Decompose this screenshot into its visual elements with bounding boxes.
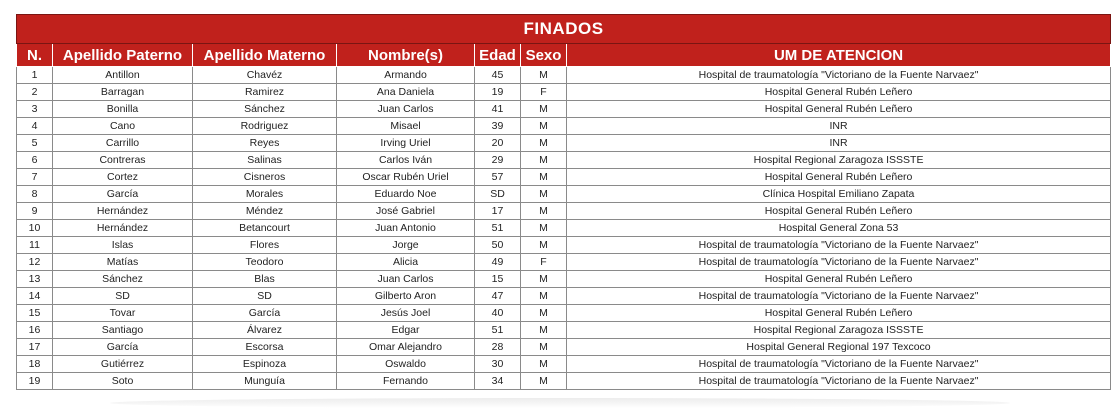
table-cell: 13 [17, 271, 53, 288]
table-row [17, 237, 1111, 254]
table-cell: Antillon [53, 67, 193, 84]
table-cell: Armando [337, 67, 475, 84]
table-cell: Méndez [193, 203, 337, 220]
table-cell: 47 [475, 288, 521, 305]
table-cell: Barragan [53, 84, 193, 101]
table-cell: Hospital Regional Zaragoza ISSSTE [567, 152, 1111, 169]
table-cell: Jorge [337, 237, 475, 254]
column-header: Sexo [521, 44, 567, 67]
table-cell: Juan Antonio [337, 220, 475, 237]
table-cell: Fernando [337, 373, 475, 390]
table-cell: Hospital General Rubén Leñero [567, 271, 1111, 288]
table-cell: Álvarez [193, 322, 337, 339]
table-cell: Clínica Hospital Emiliano Zapata [567, 186, 1111, 203]
table-cell: Hospital de traumatología "Victoriano de la Fuente Narvaez" [567, 373, 1111, 390]
table-cell: 29 [475, 152, 521, 169]
column-header-row [17, 44, 1111, 67]
table-cell: 28 [475, 339, 521, 356]
table-row [17, 118, 1111, 135]
table-cell: Soto [53, 373, 193, 390]
column-header: Nombre(s) [337, 44, 475, 67]
table-cell: 7 [17, 169, 53, 186]
table-cell: M [521, 373, 567, 390]
table-cell: Betancourt [193, 220, 337, 237]
table-cell: 9 [17, 203, 53, 220]
table-row [17, 305, 1111, 322]
table-cell: Sánchez [193, 101, 337, 118]
column-header: Apellido Paterno [53, 44, 193, 67]
table-cell: M [521, 237, 567, 254]
table-cell: Salinas [193, 152, 337, 169]
table-cell: Hospital de traumatología "Victoriano de la Fuente Narvaez" [567, 356, 1111, 373]
table-row [17, 373, 1111, 390]
table-cell: Tovar [53, 305, 193, 322]
table-cell: 51 [475, 220, 521, 237]
table-cell: 51 [475, 322, 521, 339]
table-cell: 8 [17, 186, 53, 203]
table-cell: Hospital General Rubén Leñero [567, 203, 1111, 220]
table-cell: 41 [475, 101, 521, 118]
table-cell: Cortez [53, 169, 193, 186]
table-cell: García [53, 339, 193, 356]
finados-table [16, 14, 1111, 390]
table-cell: Eduardo Noe [337, 186, 475, 203]
table-row [17, 67, 1111, 84]
table-cell: 1 [17, 67, 53, 84]
table-cell: 20 [475, 135, 521, 152]
table-cell: 4 [17, 118, 53, 135]
table-cell: M [521, 220, 567, 237]
table-cell: 19 [475, 84, 521, 101]
table-row [17, 169, 1111, 186]
table-cell: 14 [17, 288, 53, 305]
table-cell: 18 [17, 356, 53, 373]
table-cell: 30 [475, 356, 521, 373]
table-cell: Morales [193, 186, 337, 203]
table-cell: García [53, 186, 193, 203]
table-cell: SD [193, 288, 337, 305]
column-header: Apellido Materno [193, 44, 337, 67]
table-cell: 11 [17, 237, 53, 254]
table-title: FINADOS [17, 15, 1111, 44]
table-cell: M [521, 305, 567, 322]
table-cell: 19 [17, 373, 53, 390]
table-cell: 39 [475, 118, 521, 135]
table-cell: Hospital General Rubén Leñero [567, 101, 1111, 118]
table-cell: 2 [17, 84, 53, 101]
table-cell: 12 [17, 254, 53, 271]
table-cell: INR [567, 118, 1111, 135]
table-cell: 16 [17, 322, 53, 339]
table-cell: M [521, 356, 567, 373]
table-cell: Reyes [193, 135, 337, 152]
table-cell: Hospital General Rubén Leñero [567, 169, 1111, 186]
table-cell: F [521, 254, 567, 271]
table-cell: 49 [475, 254, 521, 271]
table-cell: M [521, 169, 567, 186]
table-cell: 15 [475, 271, 521, 288]
table-cell: Edgar [337, 322, 475, 339]
table-cell: 10 [17, 220, 53, 237]
table-cell: 17 [475, 203, 521, 220]
table-cell: Ana Daniela [337, 84, 475, 101]
table-cell: Hospital General Regional 197 Texcoco [567, 339, 1111, 356]
table-cell: M [521, 152, 567, 169]
table-row [17, 203, 1111, 220]
table-row [17, 339, 1111, 356]
table-cell: Hospital de traumatología "Victoriano de la Fuente Narvaez" [567, 288, 1111, 305]
table-cell: SD [53, 288, 193, 305]
table-cell: Cisneros [193, 169, 337, 186]
column-header: UM DE ATENCION [567, 44, 1111, 67]
table-cell: Omar Alejandro [337, 339, 475, 356]
table-cell: 45 [475, 67, 521, 84]
table-cell: Carrillo [53, 135, 193, 152]
table-cell: M [521, 288, 567, 305]
table-cell: M [521, 339, 567, 356]
table-cell: Oscar Rubén Uriel [337, 169, 475, 186]
table-cell: Juan Carlos [337, 271, 475, 288]
table-cell: 57 [475, 169, 521, 186]
table-cell: Hospital de traumatología "Victoriano de la Fuente Narvaez" [567, 237, 1111, 254]
table-cell: Espinoza [193, 356, 337, 373]
table-cell: 40 [475, 305, 521, 322]
table-row [17, 101, 1111, 118]
table-cell: Blas [193, 271, 337, 288]
table-cell: Hospital General Zona 53 [567, 220, 1111, 237]
table-cell: SD [475, 186, 521, 203]
table-cell: Misael [337, 118, 475, 135]
table-cell: Escorsa [193, 339, 337, 356]
table-row [17, 254, 1111, 271]
table-row [17, 271, 1111, 288]
table-cell: Contreras [53, 152, 193, 169]
table-cell: Sánchez [53, 271, 193, 288]
table-cell: Irving Uriel [337, 135, 475, 152]
table-cell: M [521, 203, 567, 220]
table-cell: Juan Carlos [337, 101, 475, 118]
column-header: Edad [475, 44, 521, 67]
finados-sheet [16, 14, 1110, 390]
table-cell: M [521, 118, 567, 135]
table-row [17, 288, 1111, 305]
table-row [17, 84, 1111, 101]
table-cell: Cano [53, 118, 193, 135]
table-cell: Alicia [337, 254, 475, 271]
table-cell: Chavéz [193, 67, 337, 84]
table-cell: Gutiérrez [53, 356, 193, 373]
table-cell: Hospital de traumatología "Victoriano de la Fuente Narvaez" [567, 67, 1111, 84]
table-cell: José Gabriel [337, 203, 475, 220]
table-cell: Oswaldo [337, 356, 475, 373]
table-cell: M [521, 322, 567, 339]
table-cell: Islas [53, 237, 193, 254]
table-cell: Munguía [193, 373, 337, 390]
table-row [17, 356, 1111, 373]
table-cell: Rodriguez [193, 118, 337, 135]
table-cell: Santiago [53, 322, 193, 339]
table-cell: 3 [17, 101, 53, 118]
table-cell: 17 [17, 339, 53, 356]
table-cell: Hospital General Rubén Leñero [567, 84, 1111, 101]
table-cell: M [521, 67, 567, 84]
table-cell: 15 [17, 305, 53, 322]
table-body [17, 67, 1111, 390]
table-row [17, 186, 1111, 203]
table-cell: Carlos Iván [337, 152, 475, 169]
table-cell: M [521, 101, 567, 118]
table-cell: 34 [475, 373, 521, 390]
table-cell: García [193, 305, 337, 322]
table-row [17, 322, 1111, 339]
table-cell: Hospital General Rubén Leñero [567, 305, 1111, 322]
page-shadow [110, 398, 1010, 408]
table-cell: Hernández [53, 203, 193, 220]
table-cell: Flores [193, 237, 337, 254]
table-cell: Ramirez [193, 84, 337, 101]
table-cell: 5 [17, 135, 53, 152]
table-row [17, 220, 1111, 237]
table-cell: INR [567, 135, 1111, 152]
table-cell: 6 [17, 152, 53, 169]
table-cell: Matías [53, 254, 193, 271]
table-row [17, 152, 1111, 169]
table-cell: M [521, 186, 567, 203]
table-cell: Bonilla [53, 101, 193, 118]
table-row [17, 135, 1111, 152]
table-cell: Gilberto Aron [337, 288, 475, 305]
table-cell: F [521, 84, 567, 101]
table-cell: M [521, 271, 567, 288]
table-cell: Hospital de traumatología "Victoriano de la Fuente Narvaez" [567, 254, 1111, 271]
table-cell: Hernández [53, 220, 193, 237]
table-cell: Hospital Regional Zaragoza ISSSTE [567, 322, 1111, 339]
table-cell: Jesús Joel [337, 305, 475, 322]
table-cell: M [521, 135, 567, 152]
table-cell: 50 [475, 237, 521, 254]
table-cell: Teodoro [193, 254, 337, 271]
column-header: N. [17, 44, 53, 67]
